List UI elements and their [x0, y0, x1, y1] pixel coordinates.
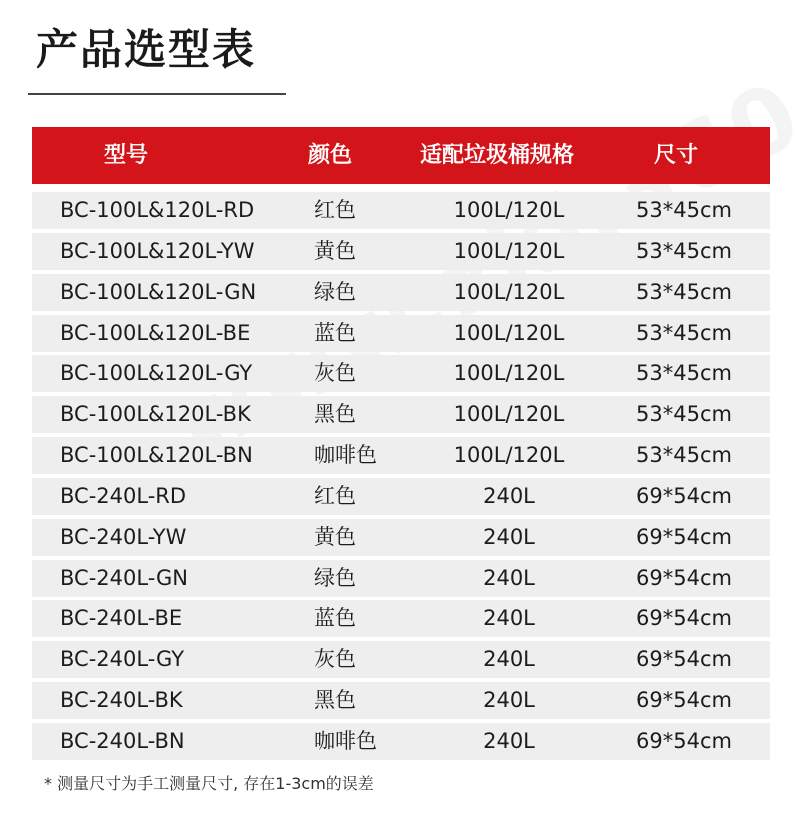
footnote: * 测量尺寸为手工测量尺寸, 存在1-3cm的误差	[44, 774, 374, 793]
table-row	[32, 233, 770, 270]
cell-color: 绿色	[314, 565, 356, 590]
cell-spec: 100L/120L	[453, 361, 565, 386]
table-row	[32, 519, 770, 556]
table-row	[32, 274, 770, 311]
cell-size: 53*45cm	[636, 198, 732, 222]
cell-color: 蓝色	[314, 320, 356, 345]
header-spec: 适配垃圾桶规格	[420, 143, 575, 168]
cell-color: 咖啡色	[314, 443, 377, 468]
table-row	[32, 315, 770, 352]
cell-size: 69*54cm	[636, 483, 732, 508]
cell-model: BC-100L&120L-BE	[60, 320, 251, 345]
cell-model: BC-100L&120L-BN	[60, 443, 253, 468]
header-color: 颜色	[308, 143, 353, 168]
table-row	[32, 396, 770, 433]
cell-model: BC-240L-GN	[60, 565, 189, 590]
cell-size: 53*45cm	[636, 279, 732, 304]
cell-size: 53*45cm	[636, 320, 732, 345]
table-row	[32, 723, 770, 760]
cell-spec: 100L/120L	[453, 443, 565, 468]
cell-model: BC-100L&120L-GY	[60, 361, 253, 386]
cell-model: BC-240L-BK	[60, 688, 183, 713]
cell-size: 69*54cm	[636, 606, 732, 631]
table-row	[32, 600, 770, 637]
table-row	[32, 437, 770, 474]
cell-color: 绿色	[314, 279, 356, 304]
cell-size: 69*54cm	[636, 565, 732, 590]
table-row	[32, 478, 770, 515]
cell-model: BC-240L-BE	[60, 606, 183, 631]
header-size: 尺寸	[654, 143, 699, 168]
cell-spec: 240L	[483, 688, 535, 713]
table-header	[32, 127, 770, 184]
cell-spec: 240L	[483, 647, 535, 672]
cell-model: BC-240L-GY	[60, 647, 185, 672]
cell-size: 53*45cm	[636, 443, 732, 468]
cell-spec: 100L/120L	[453, 402, 565, 427]
cell-model: BC-240L-YW	[60, 524, 187, 549]
table-row	[32, 355, 770, 392]
page-title: 产品选型表	[36, 25, 257, 74]
table-body	[32, 192, 770, 764]
cell-spec: 240L	[483, 524, 535, 549]
cell-color: 黄色	[314, 238, 356, 263]
cell-spec: 240L	[483, 565, 535, 590]
title-underline	[28, 93, 286, 95]
cell-spec: 100L/120L	[453, 320, 565, 345]
cell-color: 红色	[314, 198, 356, 222]
cell-size: 69*54cm	[636, 524, 732, 549]
cell-model: BC-100L&120L-RD	[60, 198, 255, 222]
cell-size: 53*45cm	[636, 402, 732, 427]
cell-spec: 240L	[483, 728, 535, 753]
cell-color: 灰色	[314, 361, 356, 386]
cell-spec: 240L	[483, 483, 535, 508]
cell-color: 黑色	[314, 402, 356, 427]
cell-color: 蓝色	[314, 606, 356, 631]
table-row	[32, 192, 770, 229]
table-row	[32, 682, 770, 719]
cell-model: BC-240L-BN	[60, 728, 185, 753]
cell-spec: 240L	[483, 606, 535, 631]
cell-spec: 100L/120L	[453, 238, 565, 263]
cell-model: BC-240L-RD	[60, 483, 187, 508]
cell-spec: 100L/120L	[453, 198, 565, 222]
cell-color: 黑色	[314, 688, 356, 713]
cell-size: 53*45cm	[636, 238, 732, 263]
cell-color: 灰色	[314, 647, 356, 672]
cell-model: BC-100L&120L-BK	[60, 402, 251, 427]
cell-color: 咖啡色	[314, 728, 377, 753]
cell-color: 黄色	[314, 524, 356, 549]
cell-model: BC-100L&120L-GN	[60, 279, 257, 304]
cell-size: 69*54cm	[636, 647, 732, 672]
cell-model: BC-100L&120L-YW	[60, 238, 255, 263]
table-row	[32, 560, 770, 597]
cell-size: 53*45cm	[636, 361, 732, 386]
table-row	[32, 641, 770, 678]
cell-color: 红色	[314, 483, 356, 508]
cell-spec: 100L/120L	[453, 279, 565, 304]
cell-size: 69*54cm	[636, 728, 732, 753]
header-model: 型号	[104, 143, 149, 168]
cell-size: 69*54cm	[636, 688, 732, 713]
